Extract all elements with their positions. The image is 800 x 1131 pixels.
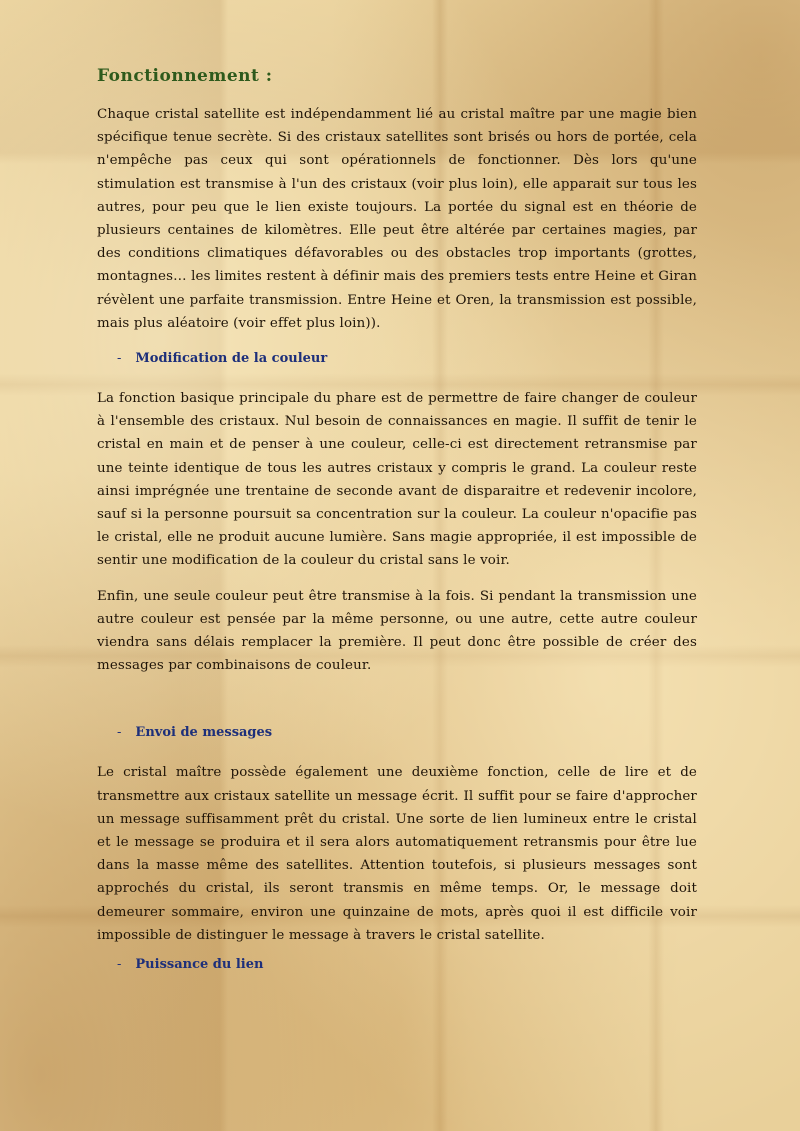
paragraph-messages: Le cristal maître possède également une deuxième fonction, celle de lire et de transmettre aux cristaux satellite un message écrit. Il suffit pour se faire d'approcher un message suffisamment prêt du cristal. Une sorte de lien lumineux entre le cristal et le message se produira et il sera alors automatiquement retransmis pour être lue dans la masse même des satellites. Attention toutefois, si plusieurs messages sont approchés du cristal, ils seront transmis en même temps. Or, le message doit demeurer sommaire, environ une quinzaine de mots, après quoi il est difficile voir impossible de distinguer le message à travers le cristal satellite. <box>97 765 697 943</box>
subheading-messages <box>97 723 697 743</box>
bullet-dash: - <box>117 351 122 367</box>
subheading-messages-label: Envoi de messages <box>135 725 273 741</box>
section-title: Fonctionnement : <box>97 66 273 86</box>
document-content <box>97 66 697 975</box>
subheading-puissance-label: Puissance du lien <box>135 957 264 973</box>
paragraph-couleur-2: Enfin, une seule couleur peut être transmise à la fois. Si pendant la transmission une autre couleur est pensée par la même personne, ou une autre, cette autre couleur viendra sans délais remplacer la première. Il peut donc être possible de créer des messages par combinaisons de couleur. <box>97 588 697 674</box>
paragraph-couleur-1: La fonction basique principale du phare est de permettre de faire changer de couleur à l'ensemble des cristaux. Nul besoin de connaissances en magie. Il suffit de tenir le cristal en main et de penser à une couleur, celle-ci est directement retransmise par une teinte identique de tous les autres cristaux y compris le grand. La couleur reste ainsi imprégnée une trentaine de seconde avant de disparaitre et redevenir incolore, sauf si la personne poursuit sa concentration sur la couleur. La couleur n'opacifie pas le cristal, elle ne produit aucune lumière. Sans magie appropriée, il est impossible de sentir une modification de la couleur du cristal sans le voir. <box>97 391 697 569</box>
paragraph-intro: Chaque cristal satellite est indépendamment lié au cristal maître par une magie bien spécifique tenue secrète. Si des cristaux satellites sont brisés ou hors de portée, cela n'empêche pas ceux qui sont opérationnels de fonctionner. Dès lors qu'une stimulation est transmise à l'un des cristaux (voir plus loin), elle apparait sur tous les autres, pour peu que le lien existe toujours. La portée du signal est en théorie de plusieurs centaines de kilomètres. Elle peut être altérée par certaines magies, par des conditions climatiques défavorables ou des obstacles trop importants (grottes, montagnes… les limites restent à définir mais des premiers tests entre Heine et Giran révèlent une parfaite transmission. Entre Heine et Oren, la transmission est possible, mais plus aléatoire (voir effet plus loin)). <box>97 107 697 331</box>
bullet-dash: - <box>117 725 122 741</box>
subheading-puissance <box>97 955 697 975</box>
subheading-couleur-label: Modification de la couleur <box>135 351 328 367</box>
bullet-dash: - <box>117 957 122 973</box>
subheading-couleur <box>97 349 697 369</box>
